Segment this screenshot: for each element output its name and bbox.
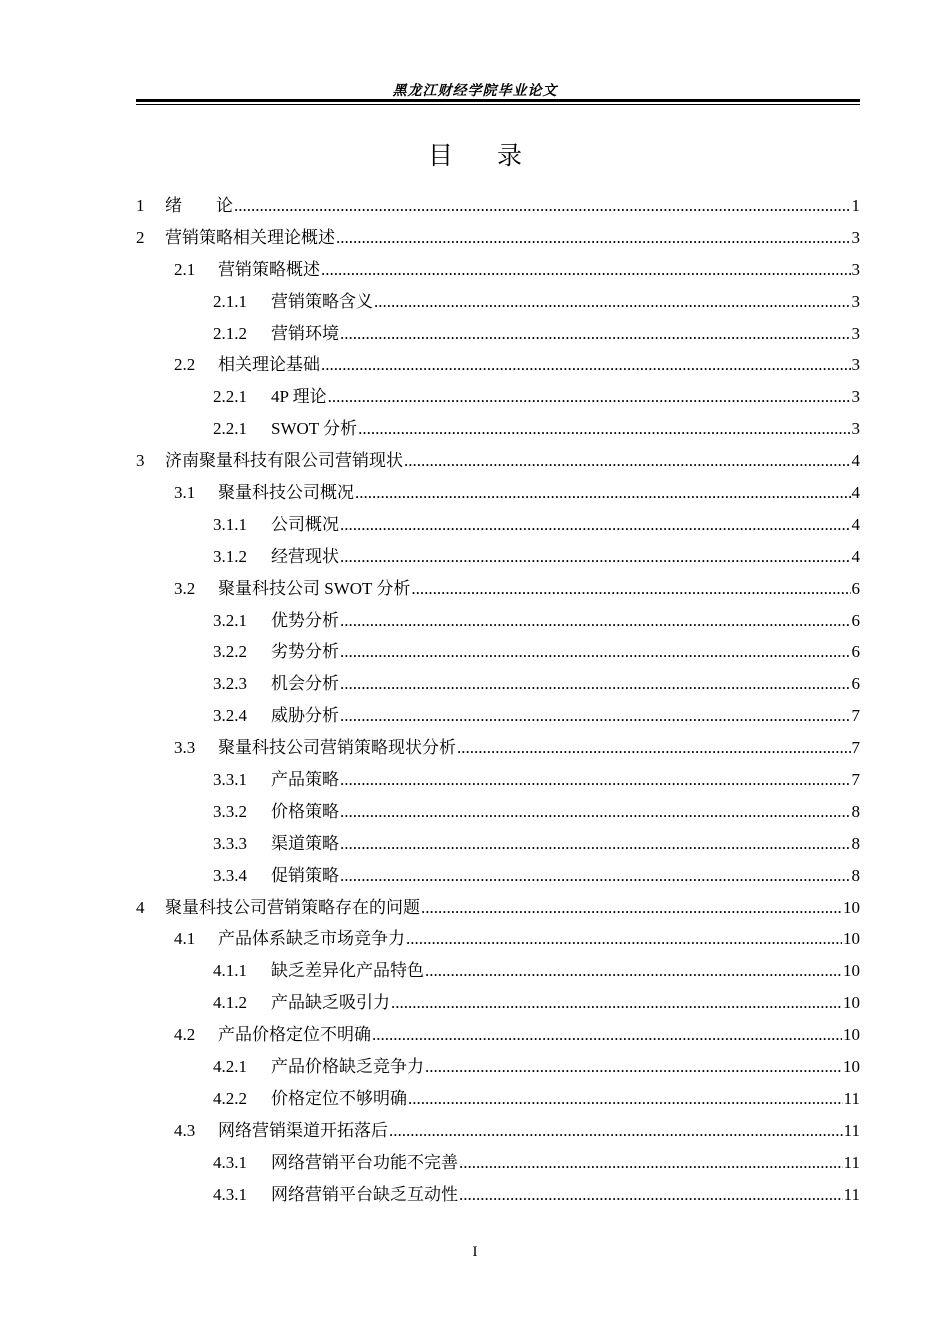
toc-dot-leader — [372, 1019, 842, 1051]
toc-dot-leader — [340, 541, 851, 573]
toc-entry-number: 4.3 — [174, 1120, 196, 1140]
toc-entry-number: 1 — [136, 196, 145, 215]
toc-entry-page: 3 — [851, 323, 860, 343]
toc-entry-number: 3.3.4 — [213, 865, 247, 885]
toc-entry-title: 聚量科技公司概况 — [218, 483, 354, 503]
toc-entry-number: 2.1.1 — [213, 291, 247, 311]
toc-entry-page: 3 — [851, 355, 860, 375]
toc-entry-page: 11 — [843, 1120, 860, 1140]
toc-entry-title: 威胁分析 — [271, 706, 339, 726]
toc-entry-title: 经营现状 — [271, 546, 339, 566]
toc-dot-leader — [321, 254, 851, 286]
toc-entry-number: 3.3 — [174, 738, 196, 758]
toc-entry-page: 4 — [851, 546, 860, 566]
toc-entry-page: 7 — [851, 706, 860, 726]
toc-entry-number: 3.2.1 — [213, 610, 247, 630]
toc-entry-page: 10 — [843, 897, 860, 917]
toc-entry[interactable] — [136, 987, 860, 1019]
toc-dot-leader — [340, 668, 851, 700]
header-rule-thin — [136, 104, 860, 105]
toc-entry[interactable] — [136, 636, 860, 668]
toc-entry[interactable] — [136, 892, 860, 924]
toc-entry-page: 11 — [843, 1152, 860, 1172]
toc-entry-title: 相关理论基础 — [218, 355, 320, 375]
toc-entry-title: 4P 理论 — [271, 387, 327, 407]
toc-entry[interactable] — [136, 1019, 860, 1051]
toc-dot-leader — [340, 764, 851, 796]
toc-entry[interactable] — [136, 700, 860, 732]
toc-entry-number: 2.2 — [174, 355, 196, 375]
toc-entry[interactable] — [136, 222, 860, 254]
toc-entry-title: 聚量科技公司 SWOT 分析 — [218, 578, 411, 598]
toc-entry-title: 价格定位不够明确 — [271, 1088, 407, 1108]
toc-dot-leader — [404, 445, 851, 477]
toc-entry-page: 4 — [851, 451, 860, 471]
toc-entry-page: 10 — [843, 993, 860, 1013]
toc-entry[interactable] — [136, 349, 860, 381]
toc-entry-number: 3.1 — [174, 483, 196, 503]
toc-entry[interactable] — [136, 254, 860, 286]
toc-dot-leader — [358, 413, 850, 445]
toc-entry-title: 公司概况 — [271, 514, 339, 534]
toc-dot-leader — [340, 700, 851, 732]
toc-dot-leader — [234, 190, 851, 222]
toc-entry-number: 3 — [136, 451, 145, 471]
toc-dot-leader — [425, 955, 842, 987]
toc-entry-page: 6 — [851, 610, 860, 630]
toc-entry-title: 缺乏差异化产品特色 — [271, 961, 424, 981]
toc-entry-title: 网络营销平台功能不完善 — [271, 1152, 458, 1172]
toc-entry-page: 4 — [851, 483, 860, 503]
toc-dot-leader — [336, 222, 851, 254]
toc-entry-number: 3.2.2 — [213, 642, 247, 662]
toc-list — [136, 190, 860, 1211]
toc-entry[interactable] — [136, 573, 860, 605]
toc-entry-title: SWOT 分析 — [271, 419, 358, 439]
toc-entry-page: 10 — [843, 961, 860, 981]
toc-dot-leader — [340, 828, 851, 860]
toc-entry-page: 10 — [843, 929, 860, 949]
toc-entry[interactable] — [136, 413, 860, 445]
toc-entry[interactable] — [136, 190, 860, 222]
toc-entry-title: 产品缺乏吸引力 — [271, 993, 390, 1013]
toc-entry[interactable] — [136, 1179, 860, 1211]
toc-entry-title: 劣势分析 — [271, 642, 339, 662]
toc-entry-page: 8 — [851, 865, 860, 885]
toc-entry-number: 4.3.1 — [213, 1184, 247, 1204]
toc-entry[interactable] — [136, 668, 860, 700]
toc-entry-number: 3.2.4 — [213, 706, 247, 726]
toc-entry-title: 绪 论 — [165, 196, 233, 215]
toc-dot-leader — [408, 1083, 843, 1115]
toc-entry-page: 8 — [851, 833, 860, 853]
toc-entry-number: 4.1.1 — [213, 961, 247, 981]
toc-entry-title: 产品体系缺乏市场竞争力 — [218, 929, 405, 949]
toc-entry-page: 3 — [851, 227, 860, 247]
toc-entry-number: 2.1 — [174, 259, 196, 279]
toc-entry[interactable] — [136, 1147, 860, 1179]
toc-entry[interactable] — [136, 541, 860, 573]
toc-entry-number: 3.1.1 — [213, 514, 247, 534]
toc-entry-title: 网络营销平台缺乏互动性 — [271, 1184, 458, 1204]
toc-entry[interactable] — [136, 732, 860, 764]
toc-entry-page: 8 — [851, 801, 860, 821]
toc-dot-leader — [355, 477, 851, 509]
toc-dot-leader — [340, 509, 851, 541]
toc-entry[interactable] — [136, 509, 860, 541]
toc-entry-page: 4 — [851, 514, 860, 534]
toc-dot-leader — [411, 573, 850, 605]
toc-dot-leader — [321, 349, 851, 381]
toc-entry-page: 6 — [851, 578, 860, 598]
toc-dot-leader — [391, 987, 842, 1019]
toc-entry-page: 3 — [851, 387, 860, 407]
toc-dot-leader — [457, 732, 851, 764]
toc-entry-number: 3.2.3 — [213, 674, 247, 694]
toc-entry-number: 4.3.1 — [213, 1152, 247, 1172]
header-rule-thick — [136, 99, 860, 102]
toc-entry-number: 3.2 — [174, 578, 196, 598]
toc-entry-title: 促销策略 — [271, 865, 339, 885]
toc-entry-title: 营销策略含义 — [271, 291, 373, 311]
toc-entry-page: 3 — [851, 259, 860, 279]
toc-entry[interactable] — [136, 955, 860, 987]
page-number: I — [472, 1244, 478, 1260]
toc-dot-leader — [425, 1051, 842, 1083]
toc-entry-title: 营销策略概述 — [218, 259, 320, 279]
toc-entry[interactable] — [136, 796, 860, 828]
toc-dot-leader — [340, 318, 851, 350]
toc-entry-page: 7 — [851, 770, 860, 790]
toc-entry[interactable] — [136, 764, 860, 796]
toc-entry[interactable] — [136, 860, 860, 892]
toc-entry[interactable] — [136, 381, 860, 413]
toc-entry[interactable] — [136, 286, 860, 318]
toc-entry-title: 渠道策略 — [271, 833, 339, 853]
toc-dot-leader — [340, 605, 851, 637]
toc-entry-page: 10 — [843, 1057, 860, 1077]
toc-entry-title: 营销策略相关理论概述 — [165, 227, 335, 247]
toc-entry[interactable] — [136, 828, 860, 860]
toc-entry-title: 聚量科技公司营销策略现状分析 — [218, 738, 456, 758]
toc-entry-number: 4.2 — [174, 1025, 196, 1045]
toc-entry-page: 3 — [851, 291, 860, 311]
running-header: 黑龙江财经学院毕业论文 — [392, 83, 558, 99]
toc-entry-number: 4.2.2 — [213, 1088, 247, 1108]
toc-entry-title: 产品价格定位不明确 — [218, 1025, 371, 1045]
toc-entry[interactable] — [136, 477, 860, 509]
toc-entry-number: 2.2.1 — [213, 387, 247, 407]
toc-entry-number: 3.3.1 — [213, 770, 247, 790]
toc-entry-title: 机会分析 — [271, 674, 339, 694]
toc-entry[interactable] — [136, 923, 860, 955]
toc-entry-number: 3.1.2 — [213, 546, 247, 566]
toc-entry-number: 2.2.1 — [213, 419, 247, 439]
toc-entry-page: 11 — [843, 1088, 860, 1108]
toc-dot-leader — [340, 636, 851, 668]
toc-entry-title: 价格策略 — [271, 801, 339, 821]
toc-entry-title: 济南聚量科技有限公司营销现状 — [165, 451, 403, 471]
toc-entry-page: 10 — [843, 1025, 860, 1045]
toc-entry-title: 营销环境 — [271, 323, 339, 343]
toc-entry-page: 6 — [851, 642, 860, 662]
toc-entry-number: 4.1.2 — [213, 993, 247, 1013]
toc-entry-page: 7 — [851, 738, 860, 758]
toc-dot-leader — [421, 892, 842, 924]
toc-entry[interactable] — [136, 318, 860, 350]
toc-dot-leader — [406, 923, 842, 955]
toc-entry-number: 2.1.2 — [213, 323, 247, 343]
toc-entry-number: 2 — [136, 227, 145, 247]
toc-entry-page: 1 — [851, 196, 860, 215]
toc-dot-leader — [459, 1147, 843, 1179]
toc-entry-title: 产品价格缺乏竞争力 — [271, 1057, 424, 1077]
toc-entry-number: 3.3.2 — [213, 801, 247, 821]
toc-entry-page: 11 — [843, 1184, 860, 1204]
toc-entry-title: 网络营销渠道开拓落后 — [218, 1120, 388, 1140]
toc-dot-leader — [389, 1115, 843, 1147]
toc-entry-page: 3 — [851, 419, 860, 439]
toc-entry-number: 4.2.1 — [213, 1057, 247, 1077]
toc-entry-title: 聚量科技公司营销策略存在的问题 — [165, 897, 420, 917]
toc-entry-title: 产品策略 — [271, 770, 339, 790]
toc-entry-title: 优势分析 — [271, 610, 339, 630]
toc-entry-number: 4 — [136, 897, 145, 917]
toc-entry-number: 3.3.3 — [213, 833, 247, 853]
toc-entry-page: 6 — [851, 674, 860, 694]
toc-dot-leader — [340, 860, 851, 892]
toc-entry-number: 4.1 — [174, 929, 196, 949]
toc-entry[interactable] — [136, 445, 860, 477]
toc-title: 目录 — [427, 141, 566, 170]
toc-dot-leader — [459, 1179, 843, 1211]
toc-entry[interactable] — [136, 1115, 860, 1147]
toc-entry[interactable] — [136, 1051, 860, 1083]
toc-dot-leader — [340, 796, 851, 828]
toc-entry[interactable] — [136, 1083, 860, 1115]
toc-dot-leader — [328, 381, 851, 413]
toc-dot-leader — [374, 286, 851, 318]
toc-entry[interactable] — [136, 605, 860, 637]
